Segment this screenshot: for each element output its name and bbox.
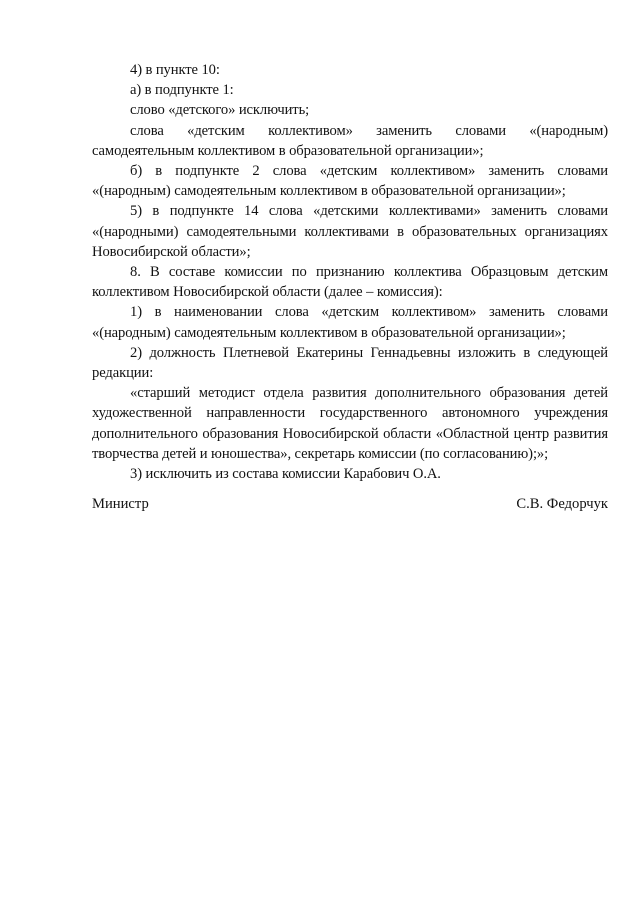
paragraph-commission-1: 1) в наименовании слова «детским коллективом» заменить словами «(народным) самодеятельным коллективом в образовательной организации»;: [92, 304, 608, 341]
paragraph-subitem-a: а) в подпункте 1:: [130, 82, 234, 99]
paragraph-position-quote: «старший методист отдела развития дополнительного образования детей художественной направленности государственного автономного учреждения дополнительного образования Новосибирской области «Областной центр развития творчества детей и юношества», секретарь комиссии (по согласованию);»;: [92, 385, 608, 462]
signature-title: Министр: [92, 496, 149, 512]
paragraph-item-8: 8. В составе комиссии по признанию коллектива Образцовым детским коллективом Новосибирской области (далее – комиссия):: [92, 264, 608, 301]
paragraph-commission-3: 3) исключить из состава комиссии Карабович О.А.: [130, 466, 441, 483]
document-body: [92, 60, 608, 484]
paragraph-replace-words-1: слова «детским коллективом» заменить словами «(народным) самодеятельным коллективом в образовательной организации»;: [92, 122, 608, 159]
paragraph-item-5: 5) в подпункте 14 слова «детскими коллективами» заменить словами «(народными) самодеятельными коллективами в образовательных организациях Новосибирской области»;: [92, 203, 608, 260]
signature-block: [92, 494, 608, 514]
signature-name: С.В. Федорчук: [516, 496, 608, 512]
paragraph-remove-word: слово «детского» исключить;: [130, 102, 310, 119]
paragraph-commission-2: 2) должность Плетневой Екатерины Геннадьевны изложить в следующей редакции:: [92, 344, 608, 382]
paragraph-item-4: 4) в пункте 10:: [130, 62, 220, 78]
paragraph-subitem-b: б) в подпункте 2 слова «детским коллективом» заменить словами «(народным) самодеятельным коллективом в образовательной организации»;: [92, 163, 608, 200]
